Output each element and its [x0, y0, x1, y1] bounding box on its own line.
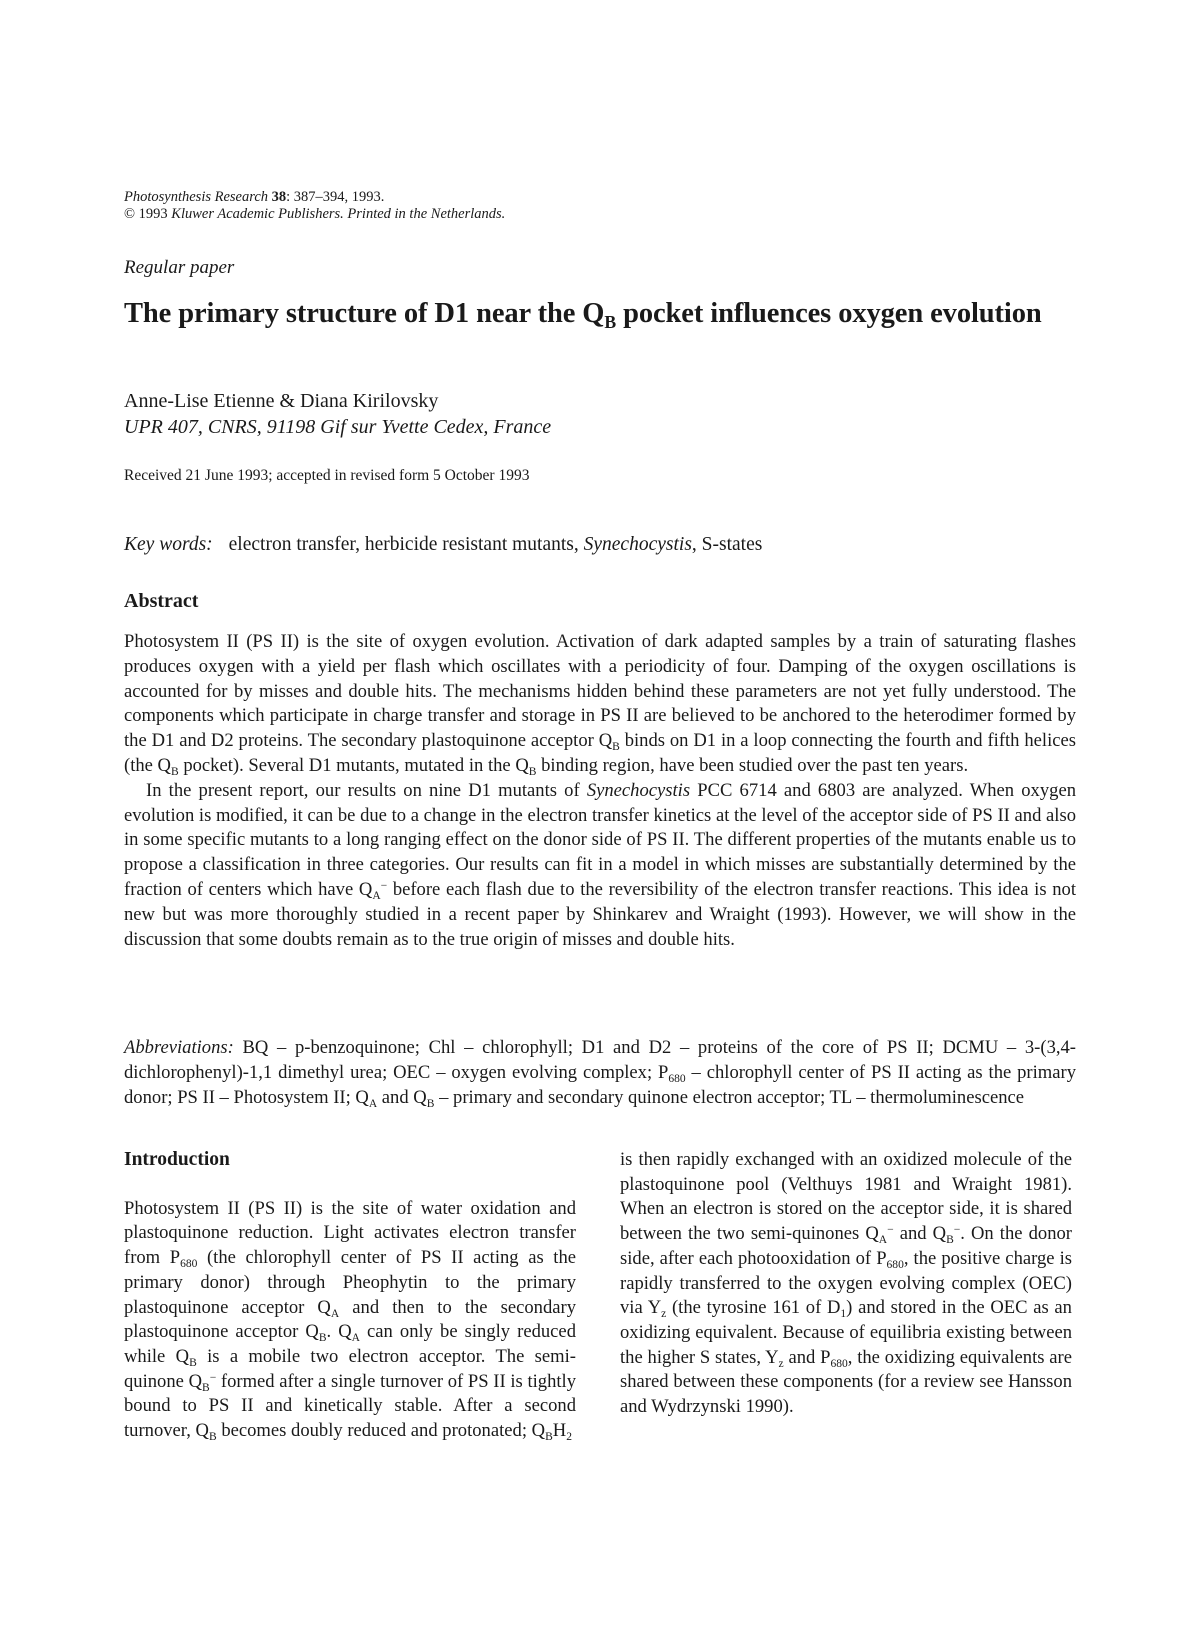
journal-pages: : 387–394, 1993.: [286, 189, 385, 205]
introduction-heading: Introduction: [124, 1149, 230, 1170]
introduction-paragraph-1-continued: is then rapidly exchanged with an oxidized molecule of the plastoquinone pool (Velthuys 1981 and Wraight 1981). When an electron is stored on the acceptor side, it is shared between the two semi-quinones $Q_A^-$ and $Q_B^-$. On the donor side, after each photooxidation of $P_{680}$, the positive charge is rapidly transferred to the oxygen evolving complex (OEC) via $Y_z$ (the tyrosine 161 of $D_1$) and stored in the OEC as an oxidizing equivalent. Because of equilibria existing between the higher S states, $Y_z$ and $P_{680}$, the oxidizing equivalents are shared between these components (for a review see Hansson and Wydrzynski 1990).: [620, 1149, 1073, 1418]
abbreviations: Abbreviations: BQ – p-benzoquinone; Chl – chlorophyll; D1 and D2 – proteins of the core of PS II; DCMU – 3-(3,4-dichlorophenyl)-1,1 dimethyl urea; OEC – oxygen evolving complex; $P_{680}$ – chlorophyll center of PS II acting as the primary donor; PS II – Photosystem II; $Q_A$ and $Q_B$ – primary and secondary quinone electron acceptor; TL – thermoluminescence: [124, 1037, 1076, 1110]
introduction-column-right: [620, 1148, 1072, 1420]
authors: Anne-Lise Etienne & Diana Kirilovsky: [124, 390, 439, 412]
introduction-paragraph-1: Photosystem II (PS II) is the site of water oxidation and plastoquinone reduction. Light activates electron transfer from $P_{680}$ (the chlorophyll center of PS II acting as the primary donor) through Pheophytin to the primary plastoquinone acceptor $Q_A$ and then to the secondary plastoquinone acceptor $Q_B$. $Q_A$ can only be singly reduced while $Q_B$ is a mobile two electron acceptor. The semi-quinone $Q_B^-$ formed after a single turnover of PS II is tightly bound to PS II and kinetically stable. After a second turnover, $Q_B$ becomes doubly reduced and protonated; $Q_BH_2$: [124, 1197, 577, 1444]
abstract-paragraph-2: In the present report, our results on nine D1 mutants of Synechocystis PCC 6714 and 6803 are analyzed. When oxygen evolution is modified, it can be due to a change in the electron transfer kinetics at the level of the acceptor side of PS II and also in some specific mutants to a long ranging effect on the donor side of PS II. The different properties of the mutants enable us to propose a classification in three categories. Our results can fit in a model in which misses are substantially determined by the fraction of centers which have $Q_A^-$ before each flash due to the reversibility of the electron transfer reactions. This idea is not new but was more thoroughly studied in a recent paper by Shinkarev and Wraight (1993). However, we will show in the discussion that some doubts remain as to the true origin of misses and double hits.: [124, 779, 1076, 950]
copyright-year: 1993: [135, 206, 172, 222]
affiliation: UPR 407, CNRS, 91198 Gif sur Yvette Cedex, France: [124, 416, 552, 438]
abstract-paragraph-1: Photosystem II (PS II) is the site of oxygen evolution. Activation of dark adapted samples by a train of saturating flashes produces oxygen with a yield per flash which oscillates with a periodicity of four. Damping of the oxygen oscillations is accounted for by misses and double hits. The mechanisms hidden behind these parameters are not yet fully understood. The components which participate in charge transfer and storage in PS II are believed to be anchored to the heterodimer formed by the D1 and D2 proteins. The secondary plastoquinone acceptor $Q_B$ binds on D1 in a loop connecting the fourth and fifth helices (the $Q_B$ pocket). Several D1 mutants, mutated in the $Q_B$ binding region, have been studied over the past ten years.: [124, 631, 1076, 779]
keywords: Key words: electron transfer, herbicide resistant mutants, Synechocystis, S-states: [124, 534, 763, 555]
abstract-body: [124, 630, 1076, 952]
copyright-symbol: ©: [124, 206, 136, 222]
journal-citation: [124, 189, 505, 223]
paper-type: Regular paper: [124, 257, 235, 278]
abstract-heading: Abstract: [124, 590, 199, 612]
journal-name: Photosynthesis Research: [124, 189, 269, 205]
publisher-line: Kluwer Academic Publishers. Printed in the Netherlands.: [171, 206, 506, 222]
paper-title: The primary structure of D1 near the $Q_B$ pocket influences oxygen evolution: [124, 298, 1042, 333]
keywords-label: Key words:: [124, 534, 213, 555]
journal-volume: 38: [271, 189, 287, 205]
introduction-column-left: [124, 1148, 576, 1444]
abbreviations-label: Abbreviations:: [124, 1037, 234, 1058]
received-dates: Received 21 June 1993; accepted in revised form 5 October 1993: [124, 467, 530, 484]
